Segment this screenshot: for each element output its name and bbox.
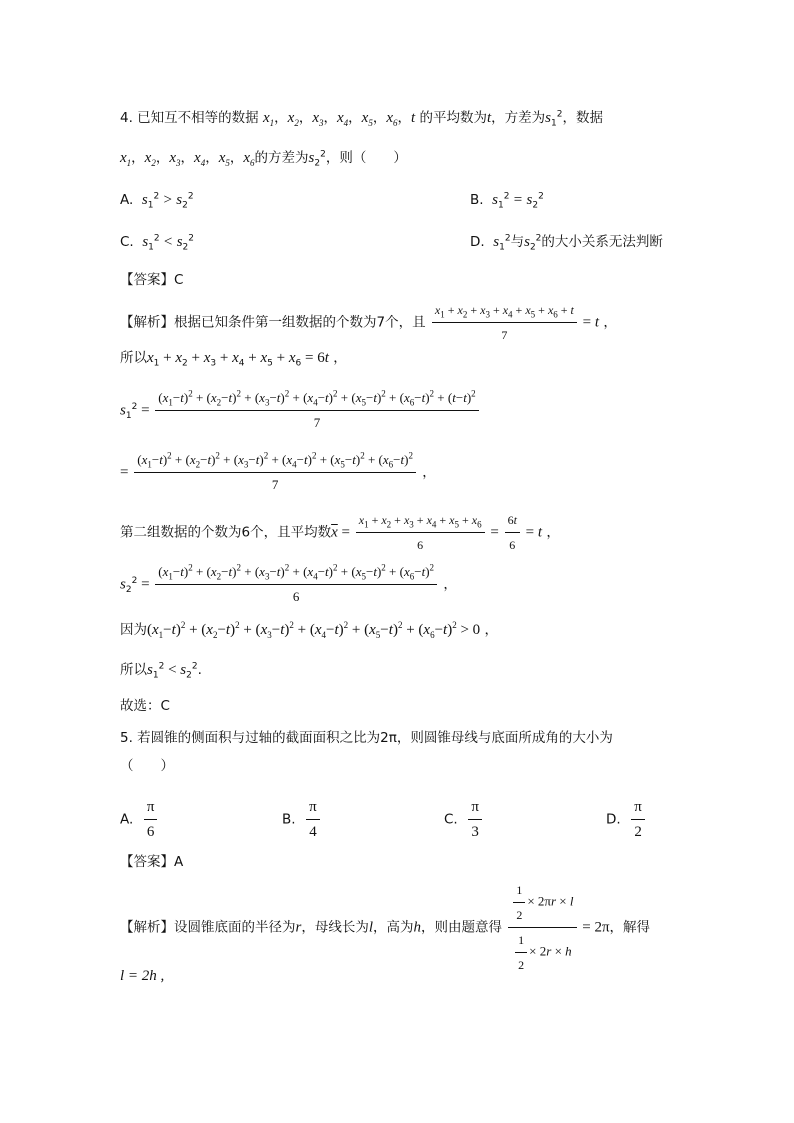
q4-var-text: ，方差为: [491, 110, 546, 126]
q4-option-d[interactable]: D. $s_1^2$与$s_2^2$的大小关系无法判断: [470, 233, 663, 253]
q5-option-c[interactable]: C. $\frac{\pi}{3}$: [444, 797, 484, 842]
q4-stem-line-1: 4. 已知互不相等的数据 $x_1$，$x_2$，$x_3$，$x_4$，$x_5$，$x_6$，t 的平均数为t，方差为$s_1^2$，数据: [120, 109, 603, 129]
q4-option-b[interactable]: B. $s_1^2 = s_2^2$: [470, 191, 544, 211]
q5-stem-line-1: 5. 若圆锥的侧面积与过轴的截面面积之比为2π，则圆锥母线与底面所成角的大小为: [120, 730, 613, 746]
q4-stem-tail: ，数据: [562, 110, 603, 126]
q4-s1-simplified: = $\frac{(x_1-t)^2 + (x_2-t)^2 + (x_3-t)^2 + (x_4-t)^2 + (x_5-t)^2 + (x_6-t)^2}{7}$ ，: [120, 450, 436, 492]
q5-analysis-line-2: l = 2h ,: [120, 968, 165, 984]
q4-stem-line-2: $x_1$，$x_2$，$x_3$，$x_4$，$x_5$，$x_6$的方差为$s_2^2$，则（ ）: [120, 149, 407, 169]
q4-mean-text: 的平均数为: [419, 110, 487, 126]
q4-analysis-line-5: 第二组数据的个数为6个，且平均数$\overline{x}$ = $\frac{x_1 + x_2 + x_3 + x_4 + x_5 + x_6}{6}$ = $\frac{6t}{6}$ = t ，: [120, 510, 560, 555]
q4-stem2-end: ，则（ ）: [325, 150, 407, 166]
q4-analysis-line-7: 因为$(x_1-t)^2 + (x_2-t)^2 + (x_3-t)^2 + (x_4-t)^2 + (x_5-t)^2 + (x_6-t)^2 > 0$ ，: [120, 620, 498, 640]
q5-option-d[interactable]: D. $\frac{\pi}{2}$: [606, 797, 647, 842]
q5-analysis-line-1: 【解析】设圆锥底面的半径为r，母线长为l，高为h，则由题意得 $\frac{1}{2}$ × 2πr × l $\frac{1}{2}$ × 2r × h = 2π，解得: [120, 880, 650, 975]
q5-option-b[interactable]: B. $\frac{\pi}{4}$: [282, 797, 322, 842]
q4-choice: 故选：C: [120, 698, 170, 714]
q4-s1-formula: $s_1^2$ = $(x_1-t)^2 + (x_2-t)^2 + (x_3-t)^2 + (x_4-t)^2 + (x_5-t)^2 + (x_6-t)^2 + (t-t)^2$ 7: [120, 388, 481, 433]
q4-analysis-line-2: 所以$x_1 + x_2 + x_3 + x_4 + x_5 + x_6 = 6t$ ，: [120, 350, 347, 369]
q5-stem-line-2: （ ）: [120, 758, 174, 774]
q4-option-a[interactable]: A. $s_1^2 > s_2^2$: [120, 191, 194, 211]
q4-option-c[interactable]: C. $s_1^2 < s_2^2$: [120, 233, 194, 253]
q4-stem-prefix: 4. 已知互不相等的数据: [120, 110, 259, 126]
q5-option-a[interactable]: A. $\frac{\pi}{6}$: [120, 797, 159, 842]
q4-stem2-tail: 的方差为: [254, 150, 309, 166]
q4-answer: 【答案】C: [120, 272, 184, 288]
q4-s2-formula: $s_2^2$ = $\frac{(x_1-t)^2 + (x_2-t)^2 + (x_3-t)^2 + (x_4-t)^2 + (x_5-t)^2 + (x_6-t)^2}{6}$ ，: [120, 562, 457, 604]
q5-answer: 【答案】A: [120, 854, 184, 870]
q4-analysis-line-8: 所以$s_1^2 < s_2^2$.: [120, 661, 202, 681]
q4-analysis-line-1: 【解析】根据已知条件第一组数据的个数为7个，且 $\frac{x_1 + x_2 + x_3 + x_4 + x_5 + x_6 + t}{7}$ = t ，: [120, 300, 617, 345]
